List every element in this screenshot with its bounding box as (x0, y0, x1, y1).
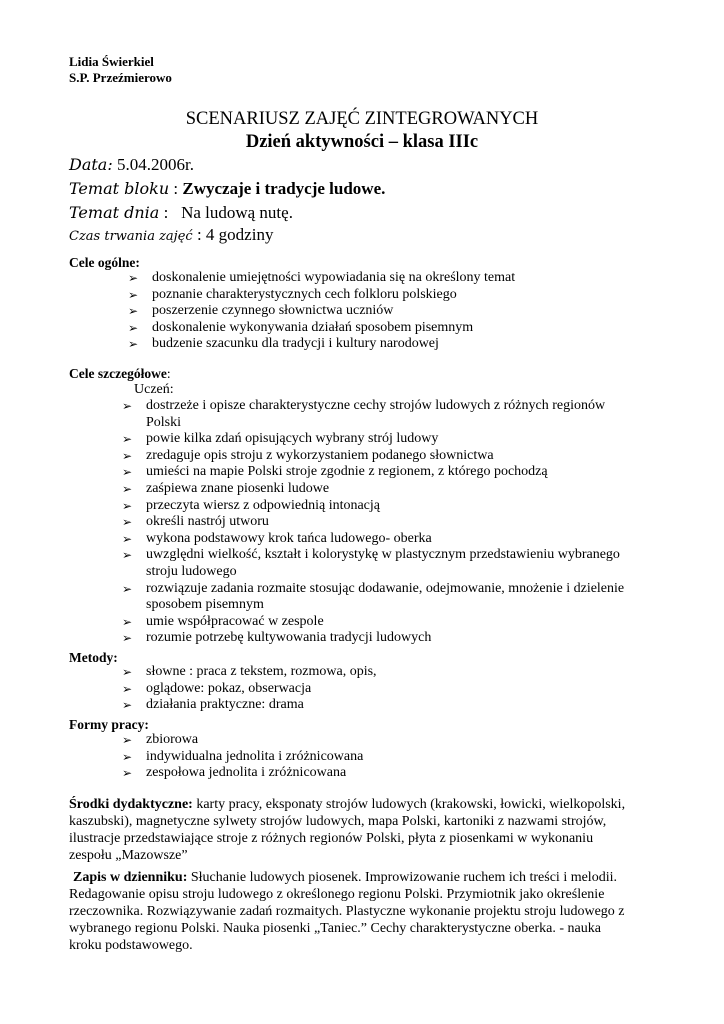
teaching-aids-line: ilustracje przedstawiające stroje z różnych regionów Polski, płyta z piosenkami w wykonaniu (69, 831, 594, 846)
duration-separator: : (192, 225, 206, 244)
document-subtitle: Dzień aktywności – klasa IIIc (245, 132, 479, 152)
list-item-continuation (122, 415, 624, 432)
list-item-text: budzenie szacunku dla tradycji i kultury narodowej (152, 336, 439, 352)
list-item (122, 681, 377, 698)
list-item-text: doskonalenie wykonywania działań sposobem pisemnym (152, 319, 474, 335)
list-item (122, 664, 377, 681)
arrow-bullet-icon: ➢ (122, 614, 133, 629)
methods-heading: Metody: (69, 650, 118, 665)
date-line (69, 154, 194, 176)
list-item (122, 498, 624, 515)
arrow-bullet-icon: ➢ (122, 498, 133, 513)
specific-goals-heading-text: Cele szczegółowe (69, 366, 167, 381)
list-item-continuation (122, 597, 624, 614)
date-label: Data: (69, 155, 113, 174)
list-item-text: zespołowa jednolita i zróżnicowana (146, 765, 347, 781)
arrow-bullet-icon: ➢ (122, 733, 133, 747)
list-item-text: poszerzenie czynnego słownictwa uczniów (152, 303, 394, 319)
list-item (128, 336, 515, 353)
journal-entry-paragraph (69, 869, 684, 954)
list-item (122, 630, 624, 647)
arrow-bullet-icon: ➢ (122, 531, 133, 546)
general-goals-list (128, 270, 515, 353)
list-item (122, 481, 624, 498)
list-item (128, 270, 515, 287)
list-item-text: sposobem pisemnym (146, 597, 264, 613)
arrow-bullet-icon: ➢ (122, 665, 133, 679)
list-item (122, 749, 363, 766)
teaching-aids-line: kaszubski), magnetyczne sylwety strojów ludowych, mapa Polski, kartoniki z nazwami strojów, (69, 814, 607, 829)
arrow-bullet-icon: ➢ (122, 481, 133, 496)
arrow-bullet-icon: ➢ (128, 320, 139, 335)
student-intro: Uczeń: (134, 382, 174, 397)
author-school: S.P. Przeźmierowo (69, 70, 172, 85)
list-item-text: powie kilka zdań opisujących wybrany strój ludowy (146, 431, 439, 447)
list-item-text: poznanie charakterystycznych cech folkloru polskiego (152, 286, 457, 302)
specific-goals-heading-colon: : (166, 366, 171, 381)
list-item-text: dostrzeże i opisze charakterystyczne cechy strojów ludowych z różnych regionów (146, 398, 606, 413)
list-item (122, 398, 624, 415)
list-item-text: rozwiązuje zadania rozmaite stosując dodawanie, odejmowanie, mnożenie i dzielenie (146, 580, 625, 596)
specific-goals-heading (69, 365, 171, 382)
arrow-bullet-icon: ➢ (122, 448, 133, 463)
arrow-bullet-icon: ➢ (122, 548, 133, 563)
arrow-bullet-icon: ➢ (128, 337, 139, 352)
day-topic-separator: : (159, 203, 182, 222)
arrow-bullet-icon: ➢ (122, 465, 133, 480)
list-item (122, 547, 624, 564)
methods-list (122, 664, 377, 714)
day-topic-line (69, 202, 293, 224)
list-item-text: rozumie potrzebę kultywowania tradycji ludowych (146, 630, 432, 646)
journal-entry-label: Zapis w dzienniku: (73, 870, 188, 885)
list-item-text: słowne : praca z tekstem, rozmowa, opis, (146, 664, 377, 679)
day-topic-label: Temat dnia (69, 203, 160, 222)
duration-label: Czas trwania zajęć (69, 229, 193, 244)
arrow-bullet-icon: ➢ (122, 698, 133, 713)
day-topic-value: Na ludową nutę. (181, 203, 293, 222)
list-item-text: przeczyta wiersz z odpowiednią intonacją (146, 497, 381, 513)
block-topic-label: Temat bloku (69, 179, 170, 198)
list-item-text: indywidualna jednolita i zróżnicowana (146, 748, 364, 764)
work-forms-heading: Formy pracy: (69, 717, 149, 732)
document-title: SCENARIUSZ ZAJĘĆ ZINTEGROWANYCH (185, 109, 539, 129)
arrow-bullet-icon: ➢ (122, 581, 133, 596)
list-item (122, 464, 624, 481)
list-item-text: zredaguje opis stroju z wykorzystaniem podanego słownictwa (146, 447, 494, 463)
list-item-text: zaśpiewa znane piosenki ludowe (146, 480, 330, 496)
list-item-text: umieści na mapie Polski stroje zgodnie z regionem, z którego pochodzą (146, 464, 548, 480)
teaching-aids-paragraph (69, 796, 669, 864)
block-topic-line (69, 178, 385, 200)
teaching-aids-line: karty pracy, eksponaty strojów ludowych (krakowski, łowicki, wielkopolski, (192, 797, 626, 812)
list-item-text: stroju ludowego (146, 563, 237, 579)
list-item (122, 514, 624, 531)
duration-line (69, 224, 273, 248)
list-item (122, 614, 624, 631)
list-item-text: doskonalenie umiejętności wypowiadania się na określony temat (152, 270, 516, 285)
arrow-bullet-icon: ➢ (122, 681, 133, 696)
journal-entry-line: Słuchanie ludowych piosenek. Improwizowanie ruchem ich treści i melodii. (187, 870, 617, 885)
arrow-bullet-icon: ➢ (122, 766, 133, 781)
list-item (122, 531, 624, 548)
list-item-text: wykona podstawowy krok tańca ludowego- oberka (146, 530, 432, 546)
list-item (128, 287, 515, 304)
duration-value: 4 godziny (205, 225, 274, 244)
list-item (122, 765, 363, 782)
journal-entry-line: kroku podstawowego. (69, 938, 193, 953)
teaching-aids-line: zespołu „Mazowsze” (69, 848, 188, 863)
arrow-bullet-icon: ➢ (122, 631, 133, 646)
journal-entry-line: Redagowanie opisu stroju ludowego z określonego regionu Polski. Przymiotnik jako określenie (69, 887, 605, 902)
list-item (122, 581, 624, 598)
list-item-text: działania praktyczne: drama (146, 697, 304, 713)
general-goals-heading: Cele ogólne: (69, 255, 140, 270)
date-value: 5.04.2006r. (116, 155, 194, 174)
list-item-text: uwzględni wielkość, kształt i kolorystykę w plastycznym przedstawieniu wybranego (146, 547, 620, 563)
author-name: Lidia Świerkiel (69, 54, 154, 69)
arrow-bullet-icon: ➢ (122, 749, 133, 764)
list-item-text: Polski (146, 414, 182, 430)
list-item (122, 732, 363, 749)
list-item-text: umie współpracować w zespole (146, 613, 324, 629)
list-item (122, 431, 624, 448)
block-topic-separator: : (169, 179, 183, 198)
specific-goals-list (122, 398, 624, 647)
arrow-bullet-icon: ➢ (128, 271, 139, 285)
list-item-text: zbiorowa (146, 732, 199, 747)
arrow-bullet-icon: ➢ (122, 432, 133, 447)
list-item (128, 303, 515, 320)
list-item-text: określi nastrój utworu (146, 514, 269, 530)
teaching-aids-label: Środki dydaktyczne: (69, 797, 193, 812)
list-item (122, 448, 624, 465)
work-forms-list (122, 732, 363, 782)
journal-entry-line: wybranego regionu Polski. Nauka piosenki „Taniec.” Cechy charakterystyczne oberka. - nauka (69, 921, 601, 936)
list-item (122, 697, 377, 714)
arrow-bullet-icon: ➢ (128, 287, 139, 302)
arrow-bullet-icon: ➢ (128, 304, 139, 319)
list-item (128, 320, 515, 337)
arrow-bullet-icon: ➢ (122, 515, 133, 530)
list-item-continuation (122, 564, 624, 581)
list-item-text: oglądowe: pokaz, obserwacja (146, 680, 312, 696)
journal-entry-line: rzeczownika. Rozwiązywanie zadań rozmaitych. Plastyczne wykonanie projektu stroju ludowego z (69, 904, 625, 919)
block-topic-value: Zwyczaje i tradycje ludowe. (182, 179, 386, 198)
arrow-bullet-icon: ➢ (122, 399, 133, 413)
